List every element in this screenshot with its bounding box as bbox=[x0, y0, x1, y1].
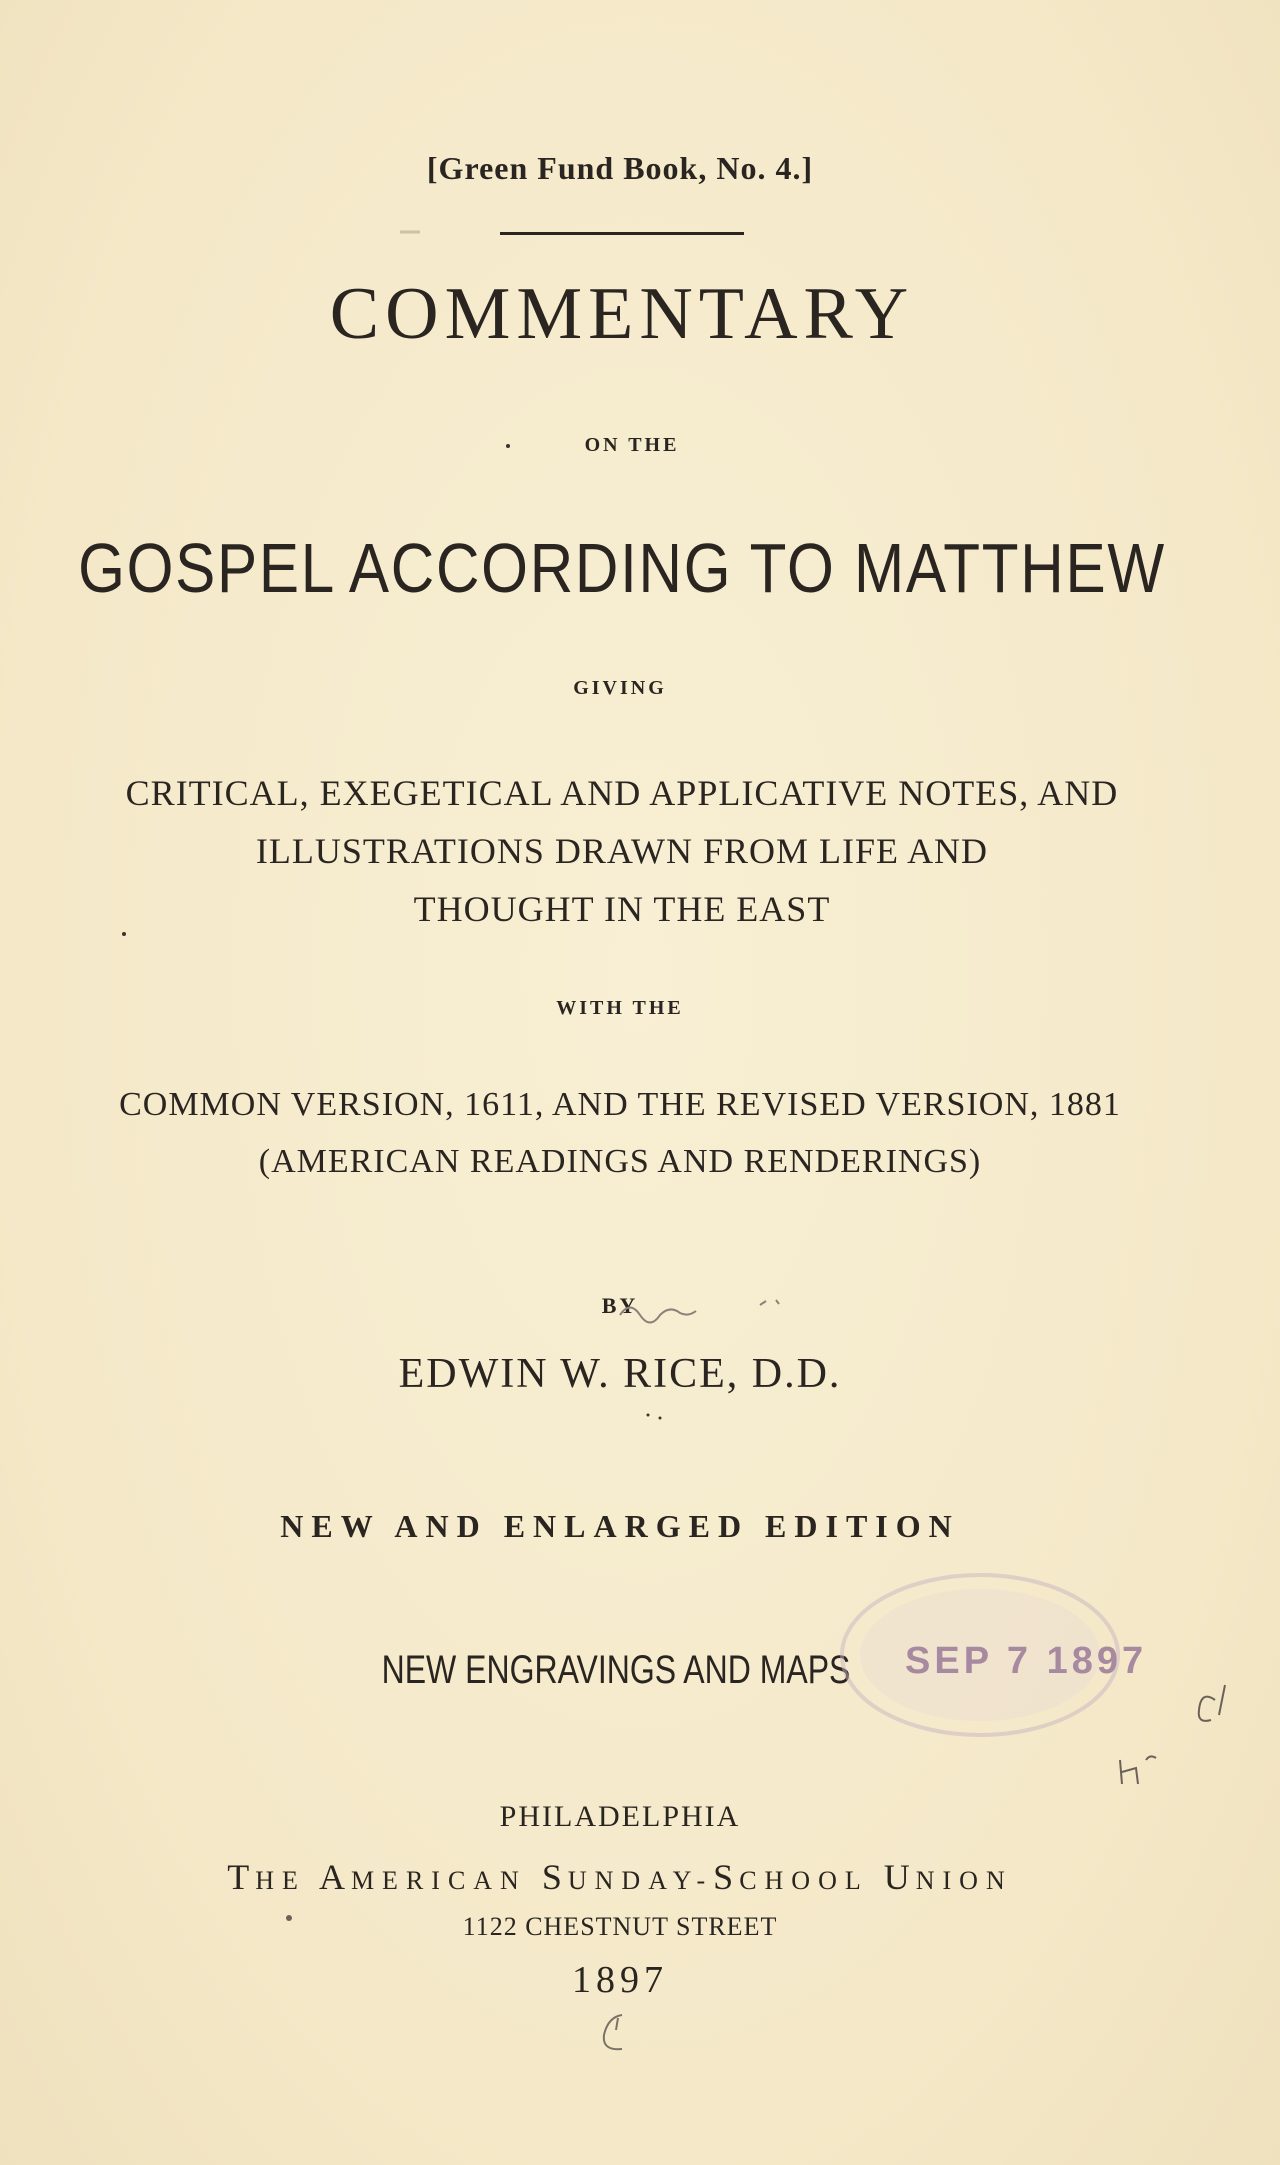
publisher-city: PHILADELPHIA bbox=[499, 1800, 741, 1833]
series-note: [Green Fund Book, No. 4.] bbox=[426, 150, 814, 186]
publisher-sunday-rest: UNDAY- bbox=[567, 1866, 714, 1895]
version-line-1: COMMON VERSION, 1611, AND THE REVISED VERSION, 1881 bbox=[119, 1086, 1121, 1123]
edition-note: NEW AND ENLARGED EDITION bbox=[280, 1508, 960, 1544]
title-rule bbox=[500, 232, 744, 235]
notes-line-3: THOUGHT IN THE EAST bbox=[413, 889, 831, 929]
notes-line-1: CRITICAL, EXEGETICAL AND APPLICATIVE NOTES, AND bbox=[125, 773, 1119, 813]
version-line-2: (AMERICAN READINGS AND RENDERINGS) bbox=[258, 1143, 982, 1180]
publication-year: 1897 bbox=[572, 1959, 668, 2001]
engravings-note: NEW ENGRAVINGS AND MAPS bbox=[381, 1648, 851, 1692]
publisher-name bbox=[0, 1856, 1260, 1898]
stamp-date: SEP 7 1897 bbox=[905, 1640, 1148, 1682]
book-title: COMMENTARY bbox=[329, 273, 915, 355]
publisher-school-rest: CHOOL bbox=[739, 1866, 869, 1895]
publisher-sunday-initial: S bbox=[541, 1857, 568, 1897]
by-label: BY bbox=[601, 1293, 639, 1318]
publisher-union-initial: U bbox=[883, 1857, 916, 1897]
notes-line-2: ILLUSTRATIONS DRAWN FROM LIFE AND bbox=[255, 831, 989, 871]
publisher-american-rest: MERICAN bbox=[350, 1866, 527, 1895]
author-name: EDWIN W. RICE, D.D. bbox=[398, 1351, 842, 1397]
giving-label: GIVING bbox=[573, 677, 667, 699]
publisher-school-initial: S bbox=[713, 1857, 740, 1897]
publisher-the-initial: T bbox=[227, 1857, 256, 1897]
on-the-label: ON THE bbox=[584, 434, 680, 456]
book-subject: GOSPEL ACCORDING TO MATTHEW bbox=[78, 529, 1166, 607]
publisher-the-rest: HE bbox=[255, 1866, 306, 1895]
with-the-label: WITH THE bbox=[556, 997, 684, 1019]
publisher-union-rest: NION bbox=[915, 1866, 1013, 1895]
publisher-american-initial: A bbox=[318, 1857, 351, 1897]
publisher-street: 1122 CHESTNUT STREET bbox=[462, 1912, 778, 1941]
